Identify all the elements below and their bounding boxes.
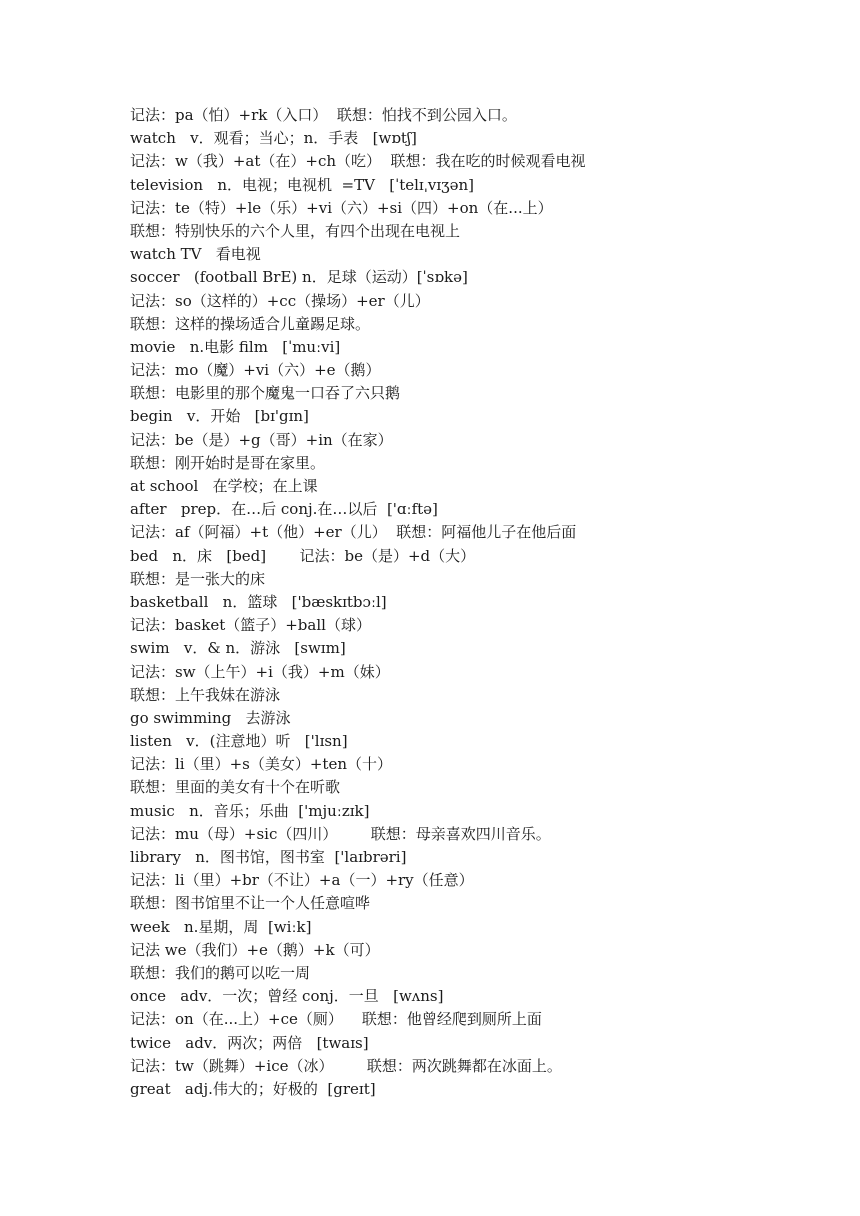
text-line: 记法：li（里）+s（美女）+ten（十） [130, 755, 392, 774]
text-line: 记法：tw（跳舞）+ice（冰） 联想：两次跳舞都在冰面上。 [130, 1056, 562, 1075]
text-line: 联想：是一张大的床 [130, 569, 266, 588]
text-line: watch TV 看电视 [130, 245, 261, 264]
text-line: library n．图书馆，图书室 ['laɪbrəri] [130, 848, 407, 866]
text-line: 联想：这样的操场适合儿童踢足球。 [130, 314, 371, 333]
text-line: 记法：be（是）+g（哥）+in（在家） [130, 430, 393, 449]
vocabulary-text [130, 104, 820, 1101]
text-line: great adj.伟大的；好极的 [greɪt] [130, 1079, 376, 1098]
text-line: 记法：so（这样的）+cc（操场）+er（儿） [130, 291, 430, 310]
text-line: listen v．(注意地）听 ['lɪsn] [130, 732, 348, 751]
text-line: 联想：上午我妹在游泳 [130, 685, 281, 704]
text-line: week n.星期，周 [wiːk] [130, 917, 312, 936]
text-line: music n．音乐；乐曲 ['mjuːzɪk] [130, 801, 370, 820]
text-line: 记法：li（里）+br（不让）+a（一）+ry（任意） [130, 871, 474, 890]
text-line: after prep．在…后 conj.在…以后 ['ɑːftə] [130, 500, 438, 519]
text-line: television n．电视；电视机 =TV [ˈtelɪˌvɪʒən] [130, 175, 474, 194]
text-line: twice adv．两次；两倍 [twaɪs] [130, 1033, 369, 1052]
text-line: at school 在学校；在上课 [130, 477, 318, 495]
text-line: 联想：里面的美女有十个在听歌 [130, 778, 341, 797]
text-line: 联想：我们的鹅可以吃一周 [130, 963, 311, 982]
text-line: 记法：mo（魔）+vi（六）+e（鹅） [130, 361, 381, 380]
text-line: 联想：电影里的那个魔鬼一口吞了六只鹅 [130, 384, 401, 403]
text-line: swim v．& n．游泳 [swɪm] [130, 639, 346, 658]
text-line: movie n.电影 film [ˈmuːvi] [130, 337, 341, 356]
text-line: 联想：特别快乐的六个人里，有四个出现在电视上 [130, 221, 461, 240]
text-line: 记法 we（我们）+e（鹅）+k（可） [130, 940, 380, 959]
text-line: go swimming 去游泳 [130, 708, 291, 727]
text-line: 记法：w（我）+at（在）+ch（吃） 联想：我在吃的时候观看电视 [130, 152, 586, 171]
text-line: 记法：te（特）+le（乐）+vi（六）+si（四）+on（在...上） [130, 198, 553, 217]
text-line: 记法：basket（篮子）+ball（球） [130, 616, 371, 635]
text-line: 记法：af（阿福）+t（他）+er（儿） 联想：阿福他儿子在他后面 [130, 523, 577, 542]
text-line: 联想：图书馆里不让一个人任意喧哗 [130, 894, 371, 913]
text-line: basketball n．篮球 ['bæskɪtbɔːl] [130, 592, 387, 611]
text-line: begin v．开始 [bɪ'gɪn] [130, 407, 309, 426]
text-line: 记法：pa（怕）+rk（入口） 联想：怕找不到公园入口。 [130, 106, 517, 124]
text-line: 记法：on（在...上）+ce（厕） 联想：他曾经爬到厕所上面 [130, 1010, 542, 1029]
text-line: bed n．床 [bed] 记法：be（是）+d（大） [130, 546, 476, 565]
text-line: soccer (football BrE) n．足球（运动）[ˈsɒkə] [130, 268, 468, 287]
text-line: once adv．一次；曾经 conj．一旦 [wʌns] [130, 987, 444, 1006]
text-line: 联想：刚开始时是哥在家里。 [130, 453, 326, 472]
text-line: 记法：mu（母）+sic（四川） 联想：母亲喜欢四川音乐。 [130, 824, 551, 843]
text-line: 记法：sw（上午）+i（我）+m（妹） [130, 662, 390, 681]
text-line: watch v．观看；当心；n．手表 [wɒtʃ] [130, 129, 417, 148]
